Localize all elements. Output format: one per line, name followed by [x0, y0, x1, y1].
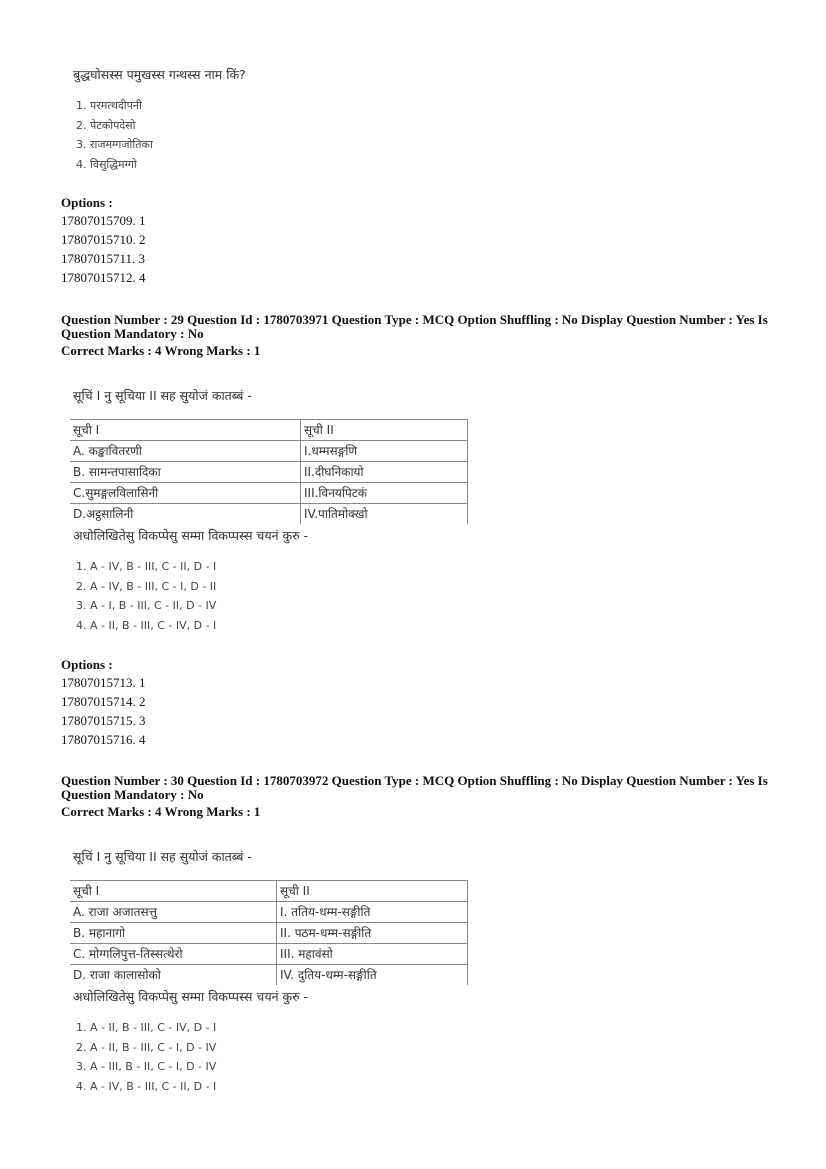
- table-row: [70, 881, 468, 902]
- q30-stem: सूचिं I नु सूचिया II सह सुयोजं कातब्बं -: [73, 849, 252, 864]
- option-item: 17807015712. 4: [61, 270, 146, 285]
- option-item: 17807015711. 3: [61, 251, 146, 266]
- q29-header-line1: Question Number : 29 Question Id : 1780703971 Question Type : MCQ Option Shuffling : No Display Question Number : Yes Is: [61, 312, 768, 327]
- table-cell: सूची II: [301, 420, 468, 441]
- table-cell: सूची II: [277, 881, 468, 902]
- table-row: [70, 965, 468, 986]
- option-item: 17807015710. 2: [61, 232, 146, 247]
- choice-item: 3. राजमग्गजोतिका: [76, 138, 153, 151]
- option-item: 17807015713. 1: [61, 675, 146, 690]
- table-cell: II.दीघनिकायो: [301, 462, 468, 483]
- choice-item: 3. A - I, B - III, C - II, D - IV: [76, 599, 217, 612]
- q29-marks: Correct Marks : 4 Wrong Marks : 1: [61, 343, 261, 358]
- q29-match-table: [70, 419, 468, 524]
- choice-item: 2. पेटकोपदेसो: [76, 118, 136, 132]
- table-cell: सूची I: [70, 420, 301, 441]
- q30-header-line2: Question Mandatory : No: [61, 787, 204, 802]
- table-row: [70, 462, 468, 483]
- table-row: [70, 441, 468, 462]
- q30-instruction: अधोलिखितेसु विकप्पेसु सम्मा विकप्पस्स चयनं कुरु -: [73, 989, 309, 1004]
- q29-stem: सूचिं I नु सूचिया II सह सुयोजं कातब्बं -: [73, 388, 252, 403]
- table-cell: B. महानागो: [70, 923, 277, 944]
- table-row: [70, 923, 468, 944]
- table-row: [70, 944, 468, 965]
- table-cell: III.विनयपिटकं: [301, 483, 468, 504]
- q30-marks: Correct Marks : 4 Wrong Marks : 1: [61, 804, 261, 819]
- choice-item: 2. A - IV, B - III, C - I, D - II: [76, 579, 217, 593]
- q30-match-table: [70, 880, 468, 985]
- table-cell: C. मोग्गलिपुत्त-तिस्सत्थेरो: [70, 944, 277, 965]
- table-cell: A. राजा अजातसत्तु: [70, 902, 277, 923]
- table-cell: C.सुमङ्गलविलासिनी: [70, 483, 301, 504]
- table-row: [70, 420, 468, 441]
- table-cell: D. राजा कालासोको: [70, 965, 277, 986]
- table-row: [70, 483, 468, 504]
- table-cell: II. पठम-धम्म-सङ्गीति: [277, 923, 468, 944]
- table-cell: IV.पातिमोक्खो: [301, 504, 468, 525]
- option-item: 17807015716. 4: [61, 732, 146, 747]
- q28-options-label: Options :: [61, 195, 113, 210]
- choice-item: 1. A - II, B - III, C - IV, D - I: [76, 1021, 217, 1034]
- table-cell: A. कङ्खावितरणी: [70, 441, 301, 462]
- table-cell: B. सामन्तपासादिका: [70, 462, 301, 483]
- table-cell: III. महावंसो: [277, 944, 468, 965]
- q29-header-line2: Question Mandatory : No: [61, 326, 204, 341]
- option-item: 17807015709. 1: [61, 213, 146, 228]
- q28-stem: बुद्धघोसस्स पमुखस्स गन्थस्स नाम किं?: [73, 67, 246, 82]
- choice-item: 3. A - III, B - II, C - I, D - IV: [76, 1060, 217, 1073]
- table-row: [70, 902, 468, 923]
- table-cell: IV. दुतिय-धम्म-सङ्गीति: [277, 965, 468, 986]
- q30-header-line1: Question Number : 30 Question Id : 1780703972 Question Type : MCQ Option Shuffling : No Display Question Number : Yes Is: [61, 773, 768, 788]
- q29-instruction: अधोलिखितेसु विकप्पेसु सम्मा विकप्पस्स चयनं कुरु -: [73, 528, 309, 543]
- choice-item: 1. परमत्थदीपनी: [76, 99, 142, 112]
- table-cell: D.अट्ठसालिनी: [70, 504, 301, 525]
- choice-item: 2. A - II, B - III, C - I, D - IV: [76, 1040, 217, 1054]
- choice-item: 4. A - II, B - III, C - IV, D - I: [76, 618, 217, 632]
- option-item: 17807015715. 3: [61, 713, 146, 728]
- choice-item: 1. A - IV, B - III, C - II, D - I: [76, 560, 217, 573]
- q29-options-label: Options :: [61, 657, 113, 672]
- choice-item: 4. A - IV, B - III, C - II, D - I: [76, 1079, 217, 1093]
- table-cell: I.धम्मसङ्गणि: [301, 441, 468, 462]
- choice-item: 4. विसुद्धिमग्गो: [76, 157, 137, 171]
- table-cell: सूची I: [70, 881, 277, 902]
- table-cell: I. ततिय-धम्म-सङ्गीति: [277, 902, 468, 923]
- table-row: [70, 504, 468, 525]
- option-item: 17807015714. 2: [61, 694, 146, 709]
